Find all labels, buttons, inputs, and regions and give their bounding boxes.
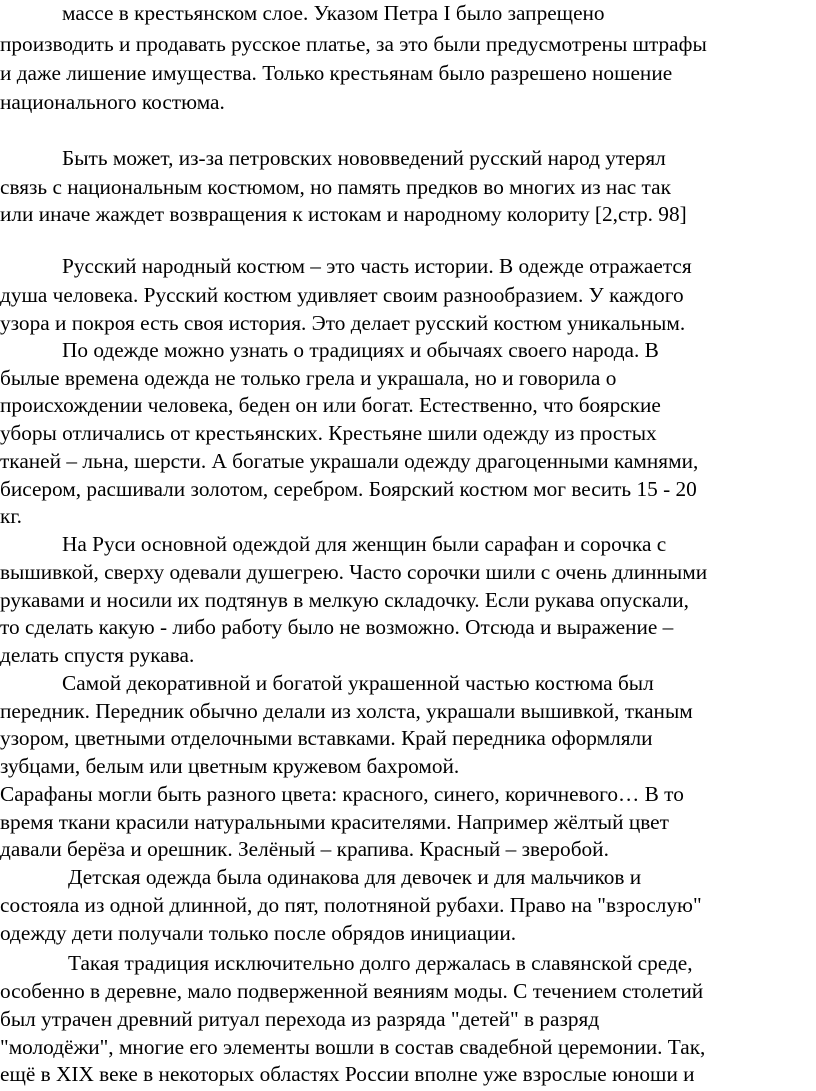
text-line: душа человека. Русский костюм удивляет своим разнообразием. У каждого <box>0 283 684 307</box>
text-line: то сделать какую - либо работу было не возможно. Отсюда и выражение – <box>0 615 674 639</box>
text-line: происхождении человека, беден он или богат. Естественно, что боярские <box>0 393 661 417</box>
text-line: узором, цветными отделочными вставками. Край передника оформляли <box>0 726 653 750</box>
text-line: былые времена одежда не только грела и украшала, но и говорила о <box>0 366 617 390</box>
text-line: время ткани красили натуральными красителями. Например жёлтый цвет <box>0 810 669 834</box>
text-line: бисером, расшивали золотом, серебром. Боярский костюм мог весить 15 - 20 <box>0 477 697 501</box>
text-line: ещё в XIX веке в некоторых областях России вполне уже взрослые юноши и <box>0 1062 695 1086</box>
text-line: массе в крестьянском слое. Указом Петра I было запрещено <box>62 1 605 25</box>
text-line: зубцами, белым или цветным кружевом бахромой. <box>0 754 460 778</box>
text-line: Русский народный костюм – это часть истории. В одежде отражается <box>62 254 692 278</box>
text-line: "молодёжи", многие его элементы вошли в состав свадебной церемонии. Так, <box>0 1035 706 1059</box>
text-line: уборы отличались от крестьянских. Крестьяне шили одежду из простых <box>0 421 657 445</box>
text-line: По одежде можно узнать о традициях и обычаях своего народа. В <box>62 338 659 362</box>
text-line: связь с национальным костюмом, но память предков во многих из нас так <box>0 175 671 199</box>
text-line: узора и покроя есть своя история. Это делает русский костюм уникальным. <box>0 311 686 335</box>
text-line: Быть может, из-за петровских нововведений русский народ утерял <box>62 146 666 170</box>
text-line: На Руси основной одеждой для женщин были сарафан и сорочка с <box>62 532 667 556</box>
text-line: передник. Передник обычно делали из холста, украшали вышивкой, тканым <box>0 699 693 723</box>
text-line: был утрачен древний ритуал перехода из разряда "детей" в разряд <box>0 1007 600 1031</box>
text-line: или иначе жаждет возвращения к истокам и народному колориту [2,стр. 98] <box>0 202 687 226</box>
text-line: Самой декоративной и богатой украшенной частью костюма был <box>62 671 654 695</box>
text-line: особенно в деревне, мало подверженной веяниям моды. С течением столетий <box>0 979 704 1003</box>
text-line: делать спустя рукава. <box>0 643 195 667</box>
text-line: вышивкой, сверху одевали душегрею. Часто сорочки шили с очень длинными <box>0 560 708 584</box>
text-line: производить и продавать русское платье, за это были предусмотрены штрафы <box>0 32 707 56</box>
text-line: Детская одежда была одинакова для девочек и для мальчиков и <box>68 865 642 889</box>
text-line: Такая традиция исключительно долго держалась в славянской среде, <box>68 951 693 975</box>
text-line: одежду дети получали только после обрядов инициации. <box>0 921 517 945</box>
text-line: кг. <box>0 504 23 528</box>
text-line: национального костюма. <box>0 90 225 114</box>
text-line: Сарафаны могли быть разного цвета: красного, синего, коричневого… В то <box>0 782 684 806</box>
text-line: состояла из одной длинной, до пят, полотняной рубахи. Право на "взрослую" <box>0 893 702 917</box>
text-line: рукавами и носили их подтянув в мелкую складочку. Если рукава опускали, <box>0 588 689 612</box>
text-line: и даже лишение имущества. Только крестьянам было разрешено ношение <box>0 61 673 85</box>
text-line: тканей – льна, шерсти. А богатые украшали одежду драгоценными камнями, <box>0 449 699 473</box>
text-line: давали берёза и орешник. Зелёный – крапива. Красный – зверобой. <box>0 837 609 861</box>
